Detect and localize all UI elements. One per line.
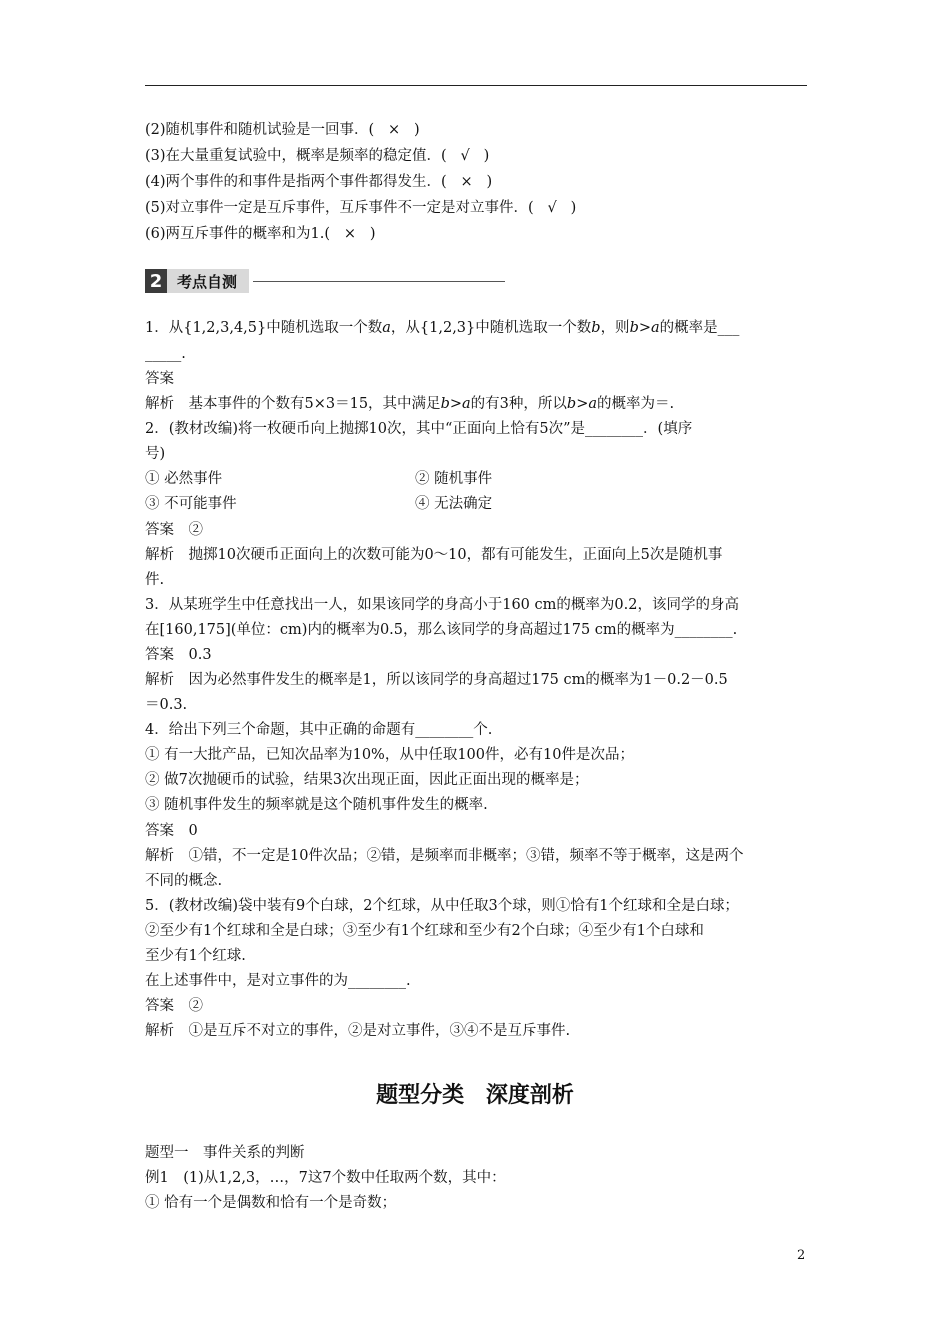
- proposition-1: ① 有一大批产品，已知次品率为10%，从中任取100件，必有10件是次品；: [145, 747, 634, 763]
- analysis-text: 解析 因为必然事件发生的概率是1，所以该同学的身高超过175 cm的概率为1－0.2－0.5: [145, 672, 728, 688]
- section-title: 考点自测: [167, 269, 249, 293]
- proposition-2: ② 做7次抛硬币的试验，结果3次出现正面，因此正面出现的概率是；: [145, 772, 589, 788]
- analysis-text: 件.: [145, 572, 165, 588]
- judgement-line: (2)随机事件和随机试验是一回事．( × ): [145, 122, 420, 138]
- answer-text: 答案 ②: [145, 998, 203, 1014]
- analysis-text: ＝0.3.: [145, 697, 188, 713]
- question-5-line-4: 在上述事件中，是对立事件的为________.: [145, 973, 411, 989]
- question-5-line-2: ②至少有1个红球和全是白球；③至少有1个红球和至少有2个白球；④至少有1个白球和: [145, 923, 704, 939]
- question-3-line-2: 在[160,175](单位：cm)内的概率为0.5，那么该同学的身高超过175 cm的概率为________.: [145, 622, 738, 638]
- question-3-line-1: 3．从某班学生中任意找出一人，如果该同学的身高小于160 cm的概率为0.2，该同学的身高: [145, 597, 739, 613]
- page-number: 2: [797, 1248, 806, 1263]
- example-item-1: ① 恰有一个是偶数和恰有一个是奇数；: [145, 1195, 397, 1211]
- option-3: ③ 不可能事件: [145, 496, 237, 512]
- question-2-line-2: 号): [145, 446, 166, 462]
- check-mark: √: [460, 148, 470, 164]
- analysis-text: 解析 ①错，不一定是10件次品；②错，是频率而非概率；③错，频率不等于概率，这是两个: [145, 848, 744, 864]
- option-4: ④ 无法确定: [415, 496, 493, 512]
- cross-mark: ×: [460, 174, 473, 190]
- question-1-line-2: _____.: [145, 346, 186, 362]
- section-number-badge: 2: [145, 269, 167, 293]
- cross-mark: ×: [343, 226, 357, 242]
- cross-mark: ×: [388, 122, 401, 138]
- option-2: ② 随机事件: [415, 471, 493, 487]
- judgement-line: (3)在大量重复试验中，概率是频率的稳定值．( √ ): [145, 148, 490, 164]
- chapter-title: 题型分类 深度剖析: [376, 1083, 574, 1108]
- section-underline: [253, 281, 505, 282]
- analysis-text: 解析 抛掷10次硬币正面向上的次数可能为0～10，都有可能发生，正面向上5次是随机事: [145, 547, 723, 563]
- option-1: ① 必然事件: [145, 471, 223, 487]
- type-heading: 题型一 事件关系的判断: [145, 1145, 305, 1161]
- analysis-text: 解析 ①是互斥不对立的事件，②是对立事件，③④不是互斥事件.: [145, 1023, 571, 1039]
- judgement-line: (6)两互斥事件的概率和为1.( × ): [145, 226, 376, 242]
- question-4-line-1: 4．给出下列三个命题，其中正确的命题有________个.: [145, 722, 493, 738]
- answer-text: 答案 0: [145, 823, 198, 839]
- answer-text: 答案 ②: [145, 522, 203, 538]
- example-line: 例1 (1)从1,2,3，…，7这7个数中任取两个数，其中：: [145, 1170, 506, 1186]
- section-heading: [145, 268, 505, 294]
- analysis-text: 不同的概念.: [145, 873, 223, 889]
- judgement-line: (5)对立事件一定是互斥事件，互斥事件不一定是对立事件．( √ ): [145, 200, 577, 216]
- proposition-3: ③ 随机事件发生的频率就是这个随机事件发生的概率.: [145, 797, 488, 813]
- answer-label: 答案: [145, 371, 174, 387]
- question-2-line-1: 2．(教材改编)将一枚硬币向上抛掷10次，其中“正面向上恰有5次”是________．(填序: [145, 421, 693, 437]
- check-mark: √: [547, 200, 557, 216]
- judgement-line: (4)两个事件的和事件是指两个事件都得发生．( × ): [145, 174, 493, 190]
- header-rule: [145, 85, 807, 86]
- question-5-line-1: 5．(教材改编)袋中装有9个白球，2个红球，从中任取3个球，则①恰有1个红球和全是白球；: [145, 898, 739, 914]
- analysis-text: 解析 基本事件的个数有5×3＝15，其中满足b>a的有3种，所以b>a的概率为＝.: [145, 396, 675, 412]
- question-1-line-1: 1．从{1,2,3,4,5}中随机选取一个数a，从{1,2,3}中随机选取一个数b，则b>a的概率是___: [145, 320, 740, 336]
- answer-text: 答案 0.3: [145, 647, 212, 663]
- question-5-line-3: 至少有1个红球.: [145, 948, 246, 964]
